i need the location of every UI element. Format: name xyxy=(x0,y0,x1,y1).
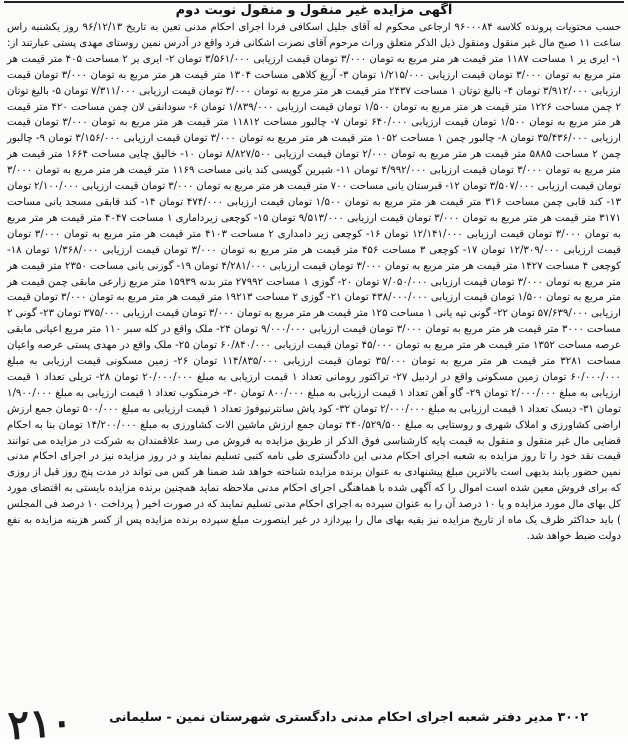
signature-line: ۳۰۰۲ مدیر دفتر شعبه اجرای احکام مدنی دادگستری شهرستان نمین - سلیمانی xyxy=(109,709,588,724)
notice-body: حسب محتویات پرونده کلاسه ۹۶۰۰۰۸۴ ارجاعی محکوم له آقای جلیل اسکافی فردا اجرای احکام مدنی تعین به تاریخ ۹۶/۱۲/۱۳ روز یکشنبه راس ساعت ۱۱ صبح مال غیر منقول ومنقول ذیل الذکر متعلق وراث مرحوم آقای نصرت اشکانی فرد واقع در آدرس نمین روستای مهدی پستی عبارتند از: ۱- ایری یر ۱ مساحت ۱۱۸۷ متر قیمت هر متر مربع به تومان ۳/۰۰۰ تومان قیمت ارزیابی ۳/۵۶۱/۰۰۰ تومان ۲- ایری یر ۲ مساحت ۴۰۵ متر قیمت هر متر مربع به تومان ۳/۰۰۰ تومان قیمت ارزیابی ۱/۲۱۵/۰۰۰ تومان ۳- آریغ کلاهی مساحت ۱۳۰۴ متر قیمت هر متر مربع به تومان ۳/۰۰۰ تومان قیمت ارزیابی ۳/۹۱۲/۰۰۰ تومان ۴- بالیغ توتان ۱ مساحت ۲۴۳۷ متر قیمت هر متر مربع به تومان ۳/۰۰۰ تومان قیمت ارزیابی ۷/۳۱۱/۰۰۰ تومان ۵- بالیغ توتان ۲ چمن مساحت ۱۲۲۶ متر قیمت هر متر مربع به تومان ۱/۵۰۰ تومان قیمت ارزیابی ۱/۸۳۹/۰۰۰ تومان ۶- سودانقی لان چمن مساحت ۴۲۰ متر قیمت هر متر مربع به تومان ۱/۵۰۰ تومان قیمت ارزیابی ۶۴۰/۰۰۰ تومان ۷- چالبور مساحت ۱۱۸۱۲ متر قیمت هر متر مربع به تومان ۳/۰۰۰ تومان قیمت ارزیابی ۳۵/۴۳۶/۰۰۰ تومان ۸- چالبور چمن ۱ مساحت ۱۰۵۲ متر قیمت هر متر مربع به تومان ۳/۰۰۰ تومان قیمت ارزیابی ۳/۱۵۶/۰۰۰ تومان ۹- چالبور چمن ۲ مساحت ۵۸۸۵ متر قیمت هر متر مربع به تومان ۲/۰۰۰ تومان قیمت ارزیابی ۸/۸۲۷/۵۰۰ تومان ۱۰- خالیق چایی مساحت ۱۶۶۴ متر قیمت هر متر مربع به تومان ۳/۰۰۰ تومان قیمت ارزیابی ۴/۹۹۲/۰۰۰ تومان ۱۱- شیرین گوپسی کند یانی مساحت ۱۱۶۹ متر قیمت هر متر مربع به تومان ۳/۰۰۰ تومان قیمت ارزیابی ۳/۵۰۷/۰۰۰ تومان ۱۲- قبرستان یانی مساحت ۷۰۰ متر قیمت هر متر مربع به تومان ۳/۰۰۰ تومان قیمت ارزیابی ۲/۱۰۰/۰۰۰ تومان ۱۳- کند قابی چمن مساحت ۳۱۶ متر قیمت هر متر مربع به تومان ۱/۵۰۰ تومان قیمت ارزیابی ۴۷۴/۰۰۰ تومان ۱۴- کند قابقی مسجد یانی مساحت ۳۱۷۱ متر قیمت هر متر مربع به تومان ۳/۰۰۰ تومان قیمت ارزیابی ۹/۵۱۳/۰۰۰ تومان ۱۵- کوچعی زیرداماری ۱ مساحت ۴۰۴۷ متر قیمت هر متر مربع به تومان ۳/۰۰۰ تومان قیمت ارزیابی ۱۲/۱۴۱/۰۰۰ تومان ۱۶- کوچعی زیر دامداری ۲ مساحت ۴۱۰۳ متر قیمت هر متر مربع به تومان ۳/۰۰۰ تومان قیمت ارزیابی ۱۲/۳۰۹/۰۰۰ تومان ۱۷- کوچعی ۳ مساحت ۴۵۶ متر قیمت هر متر مربع به تومان ۳/۰۰۰ تومان قیمت ارزیابی ۱/۳۶۸/۰۰۰ تومان ۱۸- کوچعی ۴ مساحت ۱۴۲۷ متر قیمت هر متر مربع به تومان ۳/۰۰۰ تومان قیمت ارزیابی ۴/۲۸۱/۰۰۰ تومان ۱۹- گوزنی یانی مساحت ۲۳۵۰ متر قیمت هر متر مربع به تومان ۳/۰۰۰ تومان قیمت ارزیابی ۷/۰۵۰/۰۰۰ تومان ۲۰- گوزی ۱ مساحت ۲۷۹۹۲ متر بدنه ۱۵۹۳۹ متر مربع زارعی مابقی چمن قیمت هر متر مربع به تومان ۱/۵۰۰ تومان قیمت ارزیابی ۴۳۸/۰۰۰/۰۰۰ تومان ۲۱- گوزی ۲ مساحت ۱۹۲۱۳ متر قیمت هر متر مربع به تومان ۳/۰۰۰ تومان قیمت ارزیابی ۵۷/۶۳۹/۰۰۰ تومان ۲۲- گونی تپه یانی ۱ مساحت ۱۲۵ متر قیمت هر متر مربع به تومان ۳/۰۰۰ تومان قیمت ارزیابی ۳۷۵/۰۰۰ تومان ۲۳- گونی ۲ مساحت ۳۰۰۰ متر قیمت هر متر مربع به تومان ۳/۰۰۰ تومان قیمت ارزیابی ۹/۰۰۰/۰۰۰ تومان ۲۴- ملک واقع در کله سبر ۱۱۰ متر مربع اعیانی مابقی عرصه مساحت ۱۳۵۲ متر قیمت هر متر مربع به تومان ۴۵/۰۰۰ تومان قیمت ارزیابی ۶۰/۸۴۰/۰۰۰ تومان ۲۵- ملک واقع در مهدی پستی عرصه واعیان مساحت ۳۲۸۱ متر قیمت هر متر مربع به تومان ۳۵/۰۰۰ تومان قیمت ارزیابی ۱۱۴/۸۳۵/۰۰۰ تومان ۲۶- زمین مسکونی قیمت ارزیابی به مبلغ ۶۰/۰۰۰/۰۰۰ تومان زمین مسکونی واقع در اردبیل ۲۷- تراکتور رومانی تعداد ۱ قیمت ارزیابی به مبلغ ۲۰/۰۰۰/۰۰۰ تومان ۲۸- تریلی تعداد ۱ قیمت ارزیابی به مبلغ ۲/۰۰۰/۰۰۰ تومان ۲۹- گاو آهن تعداد ۱ قیمت ارزیابی به مبلغ ۸۰۰/۰۰۰ تومان ۳۰- خرمنکوب تعداد ۱ قیمت ارزیابی به مبلغ ۱/۹۰۰/۰۰۰ تومان ۳۱- دیسک تعداد ۱ قیمت ارزیابی به مبلغ ۲/۰۰۰/۰۰۰ تومان ۳۲- کود پاش سانترنیوفوژ تعداد ۱ قیمت ارزیابی به مبلغ ۵۰۰/۰۰۰ تومان جمع ارزش اراضی کشاورزی و املاک شهری و روستایی به مبلغ ۴۴۰/۵۲۹/۵۰۰ تومان جمع ارزش ماشین الات کشاورزی به مبلغ ۱۴/۲۰۰/۰۰۰ تومان بنا به احکام قضایی مال غیر منقول و منقول به قیمت پایه کارشناسی فوق الذکر از طریق مزایده به فروش می رسد علاقمندان به شرکت در مزایده می توانند قیمت نقد خود را تا روز مزایده به شعبه اجرای احکام مدنی این دادگستری طی نامه کتبی تسلیم نمایند و در روز مزایده نیز در اجرای احکام مدنی نمین حضور یابند بدیهی است بالاترین مبلغ پیشنهادی به عنوان برنده مزایده شناخته خواهد شد ضمنا هر کس می تواند در مدت پنج روز قبل از روزی که برای فروش معین شده است اموال را که آگهی شده با هماهنگی اجرای احکام مدنی ملاحظه نماید همچنین برنده مزایده بایستی به اقتضای مورد کل بهای مال مورد مزایده و یا ۱۰ درصد آن را به عنوان سپرده به اجرای احکام مدنی تسلیم نمایند که در صورت اخیر ( پرداخت ۱۰ درصد فی المجلس ) باید حداکثر ظرف یک ماه از تاریخ مزایده نیز بقیه بهای مال را بپردازد در غیر اینصورت مبلغ سپرده برنده مزایده پس از کسر هزینه مزایده به نفع دولت ضبط خواهد شد. xyxy=(7,22,622,542)
top-border xyxy=(4,1,624,3)
notice-title: آگهی مزایده غیر منقول و منقول نوبت دوم xyxy=(175,3,453,18)
handwritten-mark: ۲۱۰ xyxy=(6,697,75,749)
notice-footer xyxy=(0,697,628,749)
